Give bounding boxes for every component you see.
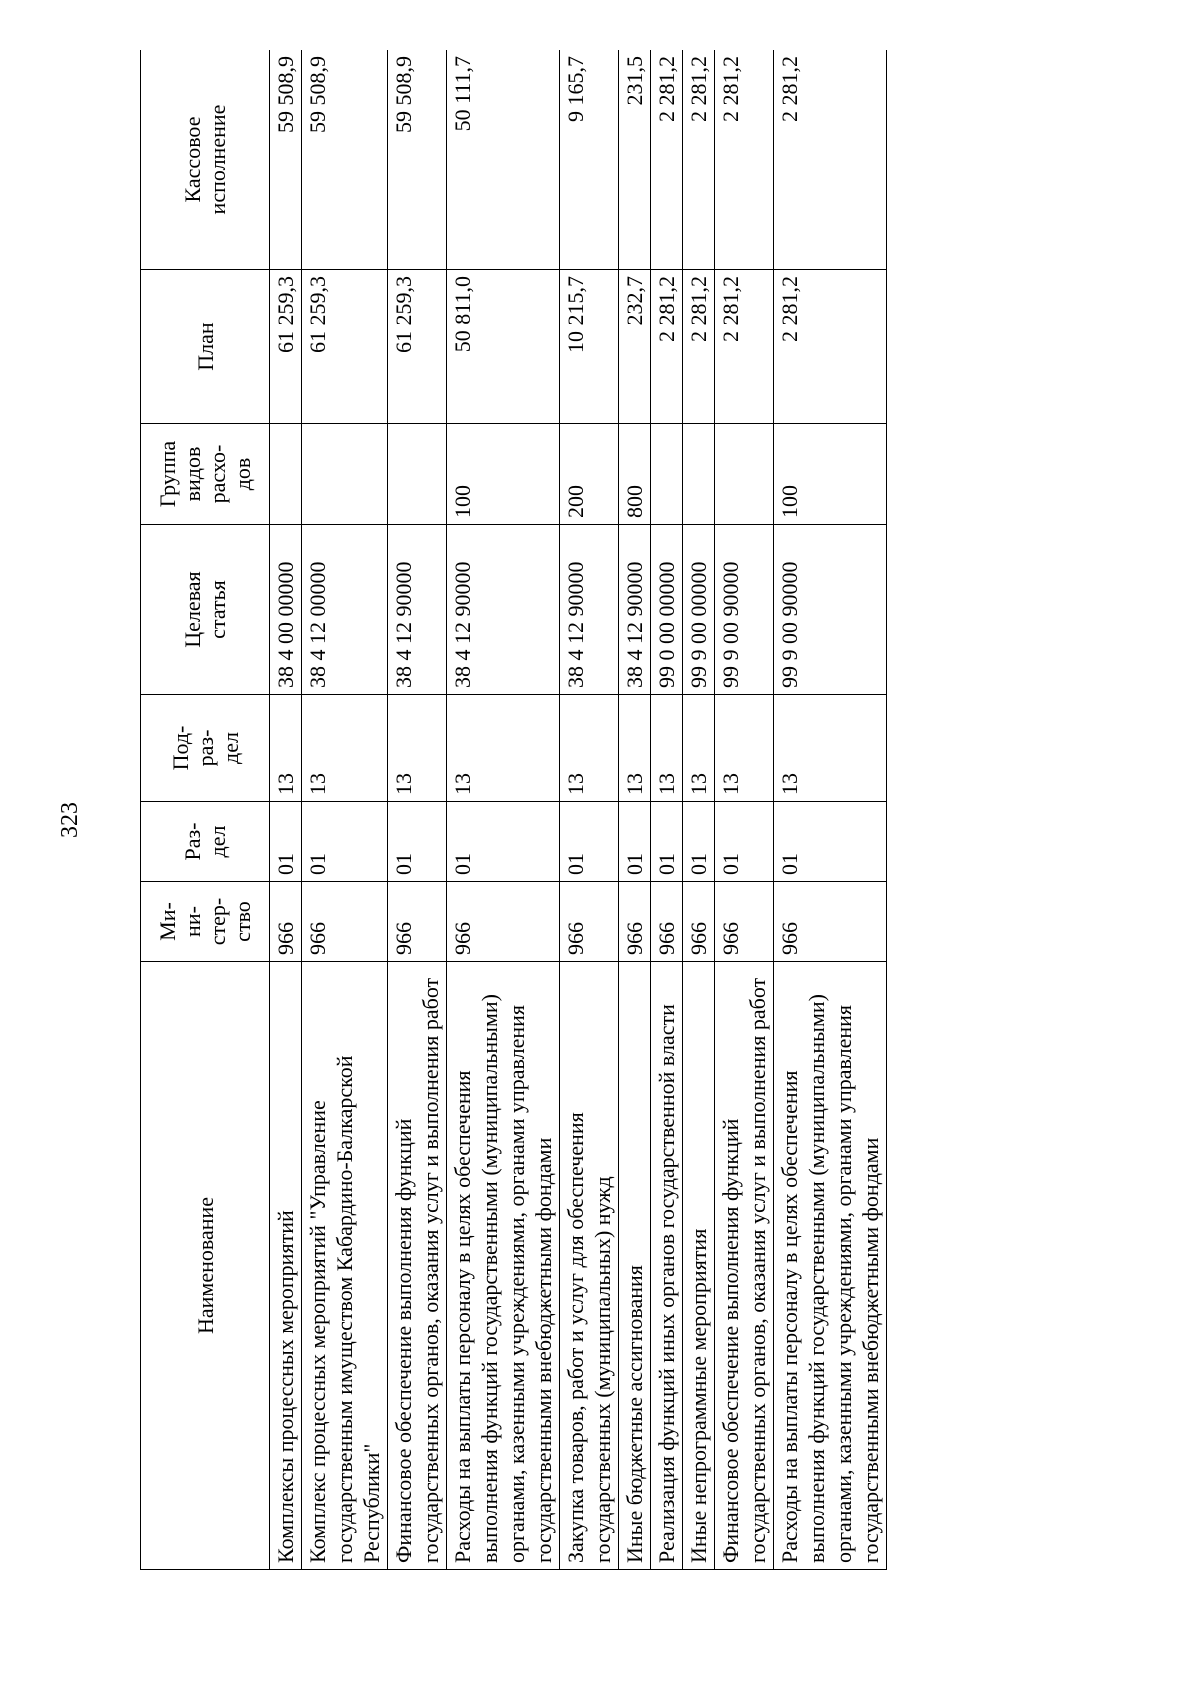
table-body bbox=[270, 50, 887, 1570]
table-row bbox=[651, 50, 683, 1570]
table-row bbox=[715, 50, 774, 1570]
cell-name: Финансовое обеспечение выполнения функций государственных органов, оказания услуг и выполнения работ bbox=[715, 962, 774, 1570]
table-row bbox=[560, 50, 619, 1570]
cell-subsection: 13 bbox=[270, 695, 302, 802]
cell-ministry: 966 bbox=[447, 882, 560, 962]
cell-execution: 231,5 bbox=[619, 50, 651, 270]
cell-execution: 59 508,9 bbox=[388, 50, 447, 270]
table-wrapper bbox=[140, 50, 1080, 1570]
header-execution: Кассовое исполнение bbox=[141, 50, 270, 270]
cell-target: 99 9 00 90000 bbox=[774, 525, 887, 695]
cell-plan: 10 215,7 bbox=[560, 270, 619, 424]
budget-table bbox=[140, 50, 887, 1570]
cell-ministry: 966 bbox=[388, 882, 447, 962]
cell-name: Расходы на выплаты персоналу в целях обеспечения выполнения функций государственными (муниципальными) органами, казенными учреждениями, органами управления государственными внебюджетными фондами bbox=[447, 962, 560, 1570]
cell-name: Комплекс процессных мероприятий "Управление государственным имуществом Кабардино-Балкарской Республики" bbox=[302, 962, 388, 1570]
cell-name: Финансовое обеспечение выполнения функций государственных органов, оказания услуг и выполнения работ bbox=[388, 962, 447, 1570]
cell-ministry: 966 bbox=[560, 882, 619, 962]
cell-expense-group bbox=[270, 424, 302, 525]
cell-target: 38 4 12 90000 bbox=[560, 525, 619, 695]
cell-execution: 2 281,2 bbox=[715, 50, 774, 270]
cell-name: Иные непрограммные мероприятия bbox=[683, 962, 715, 1570]
table-row bbox=[683, 50, 715, 1570]
cell-ministry: 966 bbox=[270, 882, 302, 962]
cell-plan: 2 281,2 bbox=[683, 270, 715, 424]
header-row bbox=[141, 50, 270, 1570]
cell-expense-group: 100 bbox=[774, 424, 887, 525]
cell-section: 01 bbox=[683, 802, 715, 882]
cell-subsection: 13 bbox=[619, 695, 651, 802]
header-name: Наименование bbox=[141, 962, 270, 1570]
cell-subsection: 13 bbox=[388, 695, 447, 802]
cell-expense-group bbox=[683, 424, 715, 525]
cell-name: Закупка товаров, работ и услуг для обеспечения государственных (муниципальных) нужд bbox=[560, 962, 619, 1570]
cell-subsection: 13 bbox=[447, 695, 560, 802]
cell-expense-group: 200 bbox=[560, 424, 619, 525]
cell-target: 38 4 12 00000 bbox=[302, 525, 388, 695]
cell-plan: 2 281,2 bbox=[651, 270, 683, 424]
cell-expense-group bbox=[651, 424, 683, 525]
cell-execution: 2 281,2 bbox=[651, 50, 683, 270]
cell-target: 99 9 00 90000 bbox=[715, 525, 774, 695]
cell-execution: 59 508,9 bbox=[302, 50, 388, 270]
cell-execution: 50 111,7 bbox=[447, 50, 560, 270]
cell-ministry: 966 bbox=[774, 882, 887, 962]
cell-subsection: 13 bbox=[715, 695, 774, 802]
cell-section: 01 bbox=[447, 802, 560, 882]
cell-expense-group bbox=[715, 424, 774, 525]
cell-name: Иные бюджетные ассигнования bbox=[619, 962, 651, 1570]
cell-ministry: 966 bbox=[302, 882, 388, 962]
cell-subsection: 13 bbox=[651, 695, 683, 802]
cell-execution: 2 281,2 bbox=[774, 50, 887, 270]
table-row bbox=[270, 50, 302, 1570]
cell-expense-group: 800 bbox=[619, 424, 651, 525]
header-plan: План bbox=[141, 270, 270, 424]
cell-section: 01 bbox=[560, 802, 619, 882]
cell-plan: 61 259,3 bbox=[388, 270, 447, 424]
cell-expense-group bbox=[388, 424, 447, 525]
table-row bbox=[302, 50, 388, 1570]
cell-target: 38 4 12 90000 bbox=[619, 525, 651, 695]
table-row bbox=[774, 50, 887, 1570]
cell-subsection: 13 bbox=[774, 695, 887, 802]
cell-expense-group bbox=[302, 424, 388, 525]
cell-subsection: 13 bbox=[683, 695, 715, 802]
cell-subsection: 13 bbox=[302, 695, 388, 802]
cell-subsection: 13 bbox=[560, 695, 619, 802]
header-target: Целевая статья bbox=[141, 525, 270, 695]
cell-section: 01 bbox=[270, 802, 302, 882]
cell-section: 01 bbox=[774, 802, 887, 882]
cell-plan: 232,7 bbox=[619, 270, 651, 424]
cell-target: 38 4 12 90000 bbox=[388, 525, 447, 695]
cell-name: Расходы на выплаты персоналу в целях обеспечения выполнения функций государственными (муниципальными) органами, казенными учреждениями, органами управления государственными внебюджетными фондами bbox=[774, 962, 887, 1570]
cell-target: 38 4 00 00000 bbox=[270, 525, 302, 695]
table-row bbox=[447, 50, 560, 1570]
cell-plan: 50 811,0 bbox=[447, 270, 560, 424]
cell-target: 38 4 12 90000 bbox=[447, 525, 560, 695]
cell-execution: 2 281,2 bbox=[683, 50, 715, 270]
cell-plan: 2 281,2 bbox=[715, 270, 774, 424]
cell-name: Комплексы процессных мероприятий bbox=[270, 962, 302, 1570]
cell-ministry: 966 bbox=[715, 882, 774, 962]
cell-ministry: 966 bbox=[619, 882, 651, 962]
table-row bbox=[388, 50, 447, 1570]
cell-plan: 2 281,2 bbox=[774, 270, 887, 424]
cell-ministry: 966 bbox=[651, 882, 683, 962]
page-number: 323 bbox=[57, 802, 83, 838]
header-subsection: Под- раз- дел bbox=[141, 695, 270, 802]
header-expense-group: Группа видов расхо- дов bbox=[141, 424, 270, 525]
table-row bbox=[619, 50, 651, 1570]
cell-target: 99 0 00 00000 bbox=[651, 525, 683, 695]
cell-section: 01 bbox=[388, 802, 447, 882]
cell-name: Реализация функций иных органов государственной власти bbox=[651, 962, 683, 1570]
cell-section: 01 bbox=[651, 802, 683, 882]
cell-plan: 61 259,3 bbox=[302, 270, 388, 424]
cell-ministry: 966 bbox=[683, 882, 715, 962]
cell-execution: 59 508,9 bbox=[270, 50, 302, 270]
cell-plan: 61 259,3 bbox=[270, 270, 302, 424]
cell-expense-group: 100 bbox=[447, 424, 560, 525]
cell-execution: 9 165,7 bbox=[560, 50, 619, 270]
cell-section: 01 bbox=[302, 802, 388, 882]
cell-target: 99 9 00 00000 bbox=[683, 525, 715, 695]
header-ministry: Ми- ни- стер- ство bbox=[141, 882, 270, 962]
rotated-table-area bbox=[140, 50, 1080, 1570]
header-section: Раз- дел bbox=[141, 802, 270, 882]
cell-section: 01 bbox=[715, 802, 774, 882]
cell-section: 01 bbox=[619, 802, 651, 882]
